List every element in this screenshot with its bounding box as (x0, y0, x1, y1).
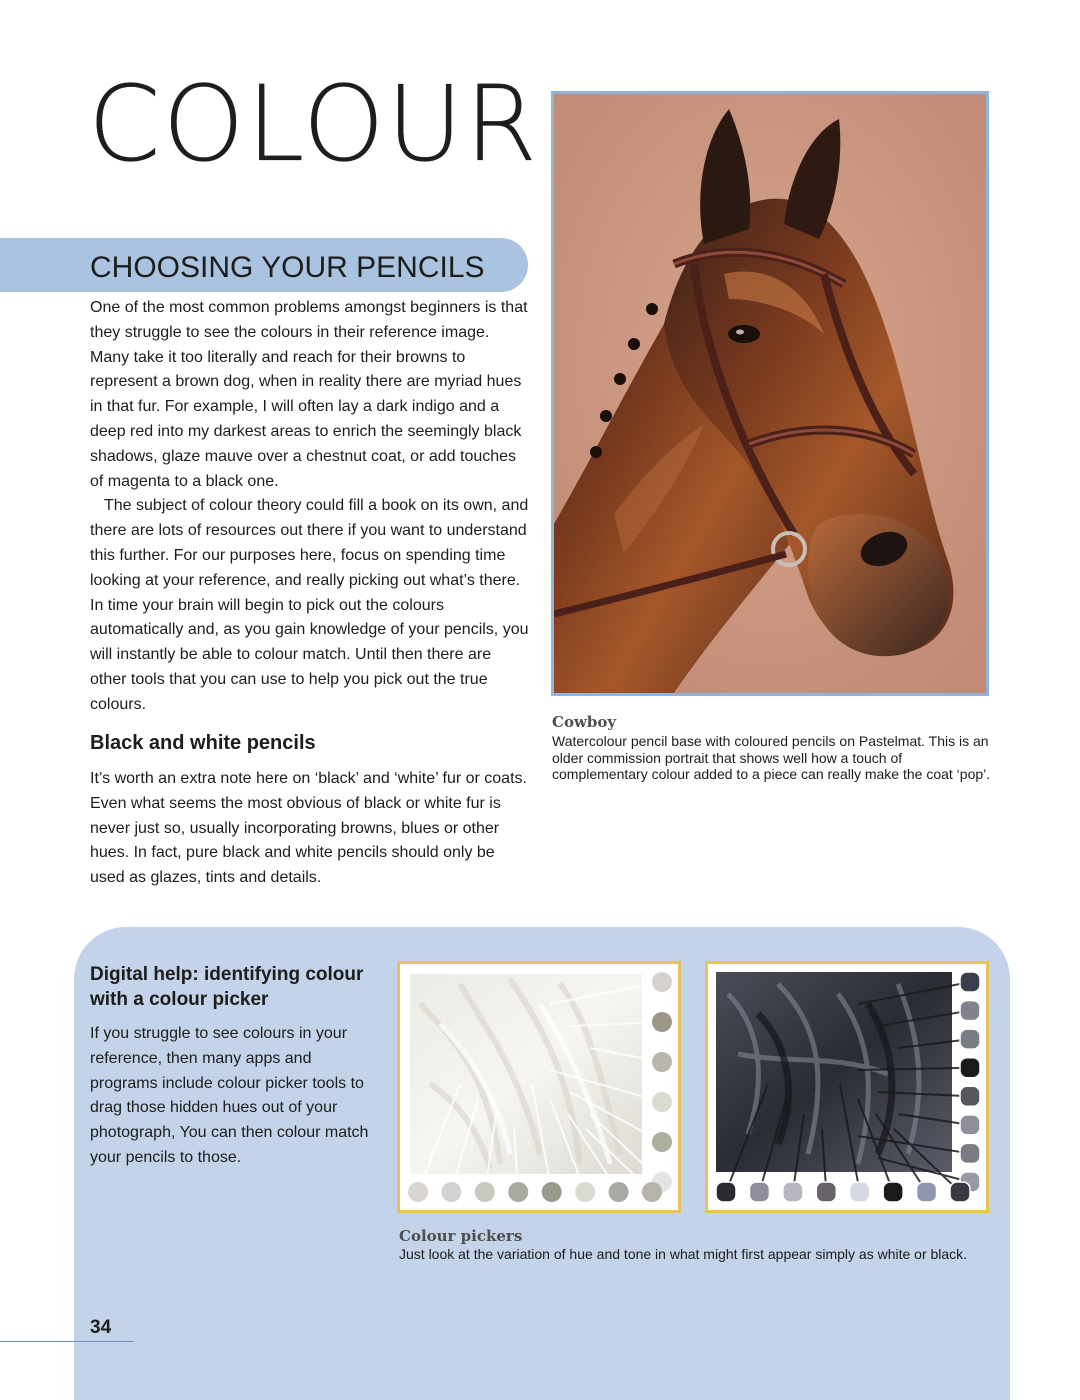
horse-portrait-image (551, 91, 989, 696)
colour-swatch (441, 1182, 461, 1202)
colour-swatch (575, 1182, 595, 1202)
colour-swatch (917, 1182, 937, 1202)
colour-swatch (960, 972, 980, 992)
colour-swatch (950, 1182, 970, 1202)
section-body (90, 296, 530, 718)
colour-swatch (642, 1182, 662, 1202)
colour-swatch (960, 1115, 980, 1135)
page-number-rule (0, 1341, 134, 1342)
colour-swatch (960, 1001, 980, 1021)
colour-swatch (652, 1132, 672, 1152)
colour-swatch (850, 1182, 870, 1202)
body-paragraph: The subject of colour theory could fill a book on its own, and there are lots of resources out there if you want to understand this further. For our purposes here, focus on spending time looking at your reference, and really picking out what’s there. In time your brain will begin to pick out the colours automatically and, as you gain knowledge of your pencils, you will instantly be able to colour match. Until then there are other tools that you can use to help you pick out the true colours. (90, 497, 529, 713)
colour-swatch (475, 1182, 495, 1202)
horse-caption-title: Cowboy (552, 713, 617, 731)
colour-swatch (783, 1182, 803, 1202)
colour-swatch (542, 1182, 562, 1202)
colour-swatch (960, 1086, 980, 1106)
page-title: COLOUR (88, 63, 539, 185)
pickers-caption-title: Colour pickers (399, 1227, 523, 1245)
colour-swatch (960, 1143, 980, 1163)
white-fur-picker-image (397, 961, 681, 1213)
digital-help-heading: Digital help: identifying colour with a colour picker (90, 964, 364, 1010)
colour-swatch (652, 1012, 672, 1032)
body-paragraph: One of the most common problems amongst beginners is that they struggle to see the colours in their reference image. Many take it too literally and reach for their browns to represent a brown dog, when in reality there are myriad hues in that fur. For example, I will often lay a dark indigo and a deep red into my darkest areas to enrich the seemingly black shadows, glaze mauve over a chestnut coat, or add touches of magenta to a black one. (90, 299, 528, 490)
body-paragraph: It’s worth an extra note here on ‘black’ and ‘white’ fur or coats. Even what seems the most obvious of black or white fur is never just so, usually incorporating browns, blues or other hues. In fact, pure black and white pencils should only be used as glazes, tints and details. (90, 770, 527, 887)
colour-swatch (816, 1182, 836, 1202)
colour-swatch (408, 1182, 428, 1202)
colour-swatch (609, 1182, 629, 1202)
colour-swatch (749, 1182, 769, 1202)
subsection-body (90, 767, 530, 891)
section-heading: CHOOSING YOUR PENCILS (90, 251, 485, 284)
horse-illustration (554, 94, 986, 693)
black-fur-illustration (708, 964, 986, 1210)
colour-swatch (716, 1182, 736, 1202)
colour-swatch (652, 972, 672, 992)
white-fur-illustration (400, 964, 678, 1210)
colour-swatch (652, 1092, 672, 1112)
colour-swatch (960, 1058, 980, 1078)
subsection-heading: Black and white pencils (90, 732, 316, 754)
colour-swatch (960, 1029, 980, 1049)
body-paragraph: If you struggle to see colours in your reference, then many apps and programs include colour picker tools to drag those hidden hues out of your photograph, You can then colour match your pencils to those. (90, 1025, 369, 1166)
pickers-caption-text: Just look at the variation of hue and tone in what might first appear simply as white or black. (399, 1246, 968, 1262)
colour-swatch (652, 1052, 672, 1072)
page-number: 34 (90, 1317, 112, 1338)
colour-swatch (508, 1182, 528, 1202)
black-fur-picker-image (705, 961, 989, 1213)
colour-swatch (883, 1182, 903, 1202)
horse-caption-text: Watercolour pencil base with coloured pencils on Pastelmat. This is an older commission portrait that shows well how a touch of complementary colour added to a piece can really make the coat ‘pop’. (552, 733, 991, 782)
digital-help-body (90, 1022, 380, 1171)
